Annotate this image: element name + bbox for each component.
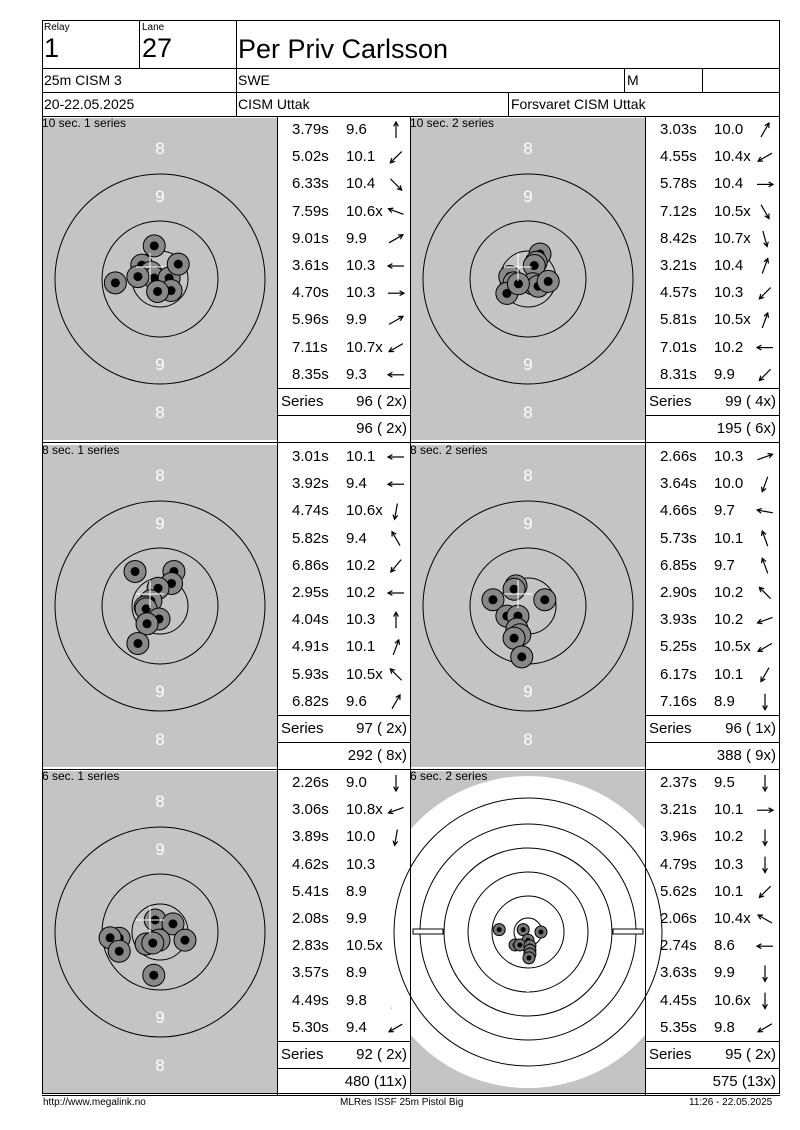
shot-hole-center	[133, 639, 142, 648]
direction-arrow	[390, 152, 401, 163]
shot-score: 10.5x	[346, 937, 383, 955]
shot-score: 10.3	[346, 611, 376, 629]
ring-number: 6	[525, 802, 531, 812]
shot-hole-center	[180, 936, 189, 945]
footer-website: http://www.megalink.no	[43, 1097, 146, 1108]
shot-score: 10.2	[714, 338, 744, 356]
series-total-label: Series	[281, 720, 324, 737]
shot-time: 3.89s	[292, 828, 329, 846]
shot-time: 5.02s	[292, 148, 329, 166]
shot-hole-center	[133, 272, 142, 281]
shot-score: 10.7x	[346, 338, 383, 356]
shot-hole-center	[148, 939, 157, 948]
shot-hole-center	[153, 287, 162, 296]
shot-time: 3.03s	[660, 121, 697, 138]
shot-time: 6.86s	[292, 556, 329, 574]
shot-hole-center	[526, 955, 531, 960]
shot-time: 7.11s	[292, 338, 328, 356]
shot-time: 3.01s	[292, 448, 329, 465]
shot-time: 3.06s	[292, 801, 329, 819]
shot-time: 3.93s	[660, 611, 697, 629]
running-total: 388 ( 9x)	[716, 747, 776, 764]
direction-arrow	[390, 179, 401, 190]
shot-score: 9.6	[346, 692, 367, 710]
ring-number: 9	[523, 514, 533, 533]
shot-time: 5.78s	[660, 175, 697, 193]
shot-score: 10.3	[346, 257, 376, 274]
footer-timestamp: 11:26 - 22.05.2025	[689, 1097, 773, 1108]
shot-hole-center	[538, 930, 543, 935]
shot-time: 3.61s	[292, 257, 329, 274]
shot-score: 9.4	[346, 475, 367, 493]
ring-number: 8	[525, 1006, 531, 1016]
ring-number: 9	[155, 355, 165, 374]
shot-score: 10.3	[714, 448, 744, 465]
shot-score: 9.0	[346, 774, 367, 791]
shot-hole-center	[111, 278, 120, 287]
shot-score: 9.7	[714, 502, 735, 520]
series-total: 95 ( 2x)	[725, 1046, 776, 1063]
shot-score: 10.2	[714, 584, 744, 601]
shot-hole-center	[168, 919, 177, 928]
direction-arrow	[390, 669, 401, 680]
ring-number: 7	[525, 1030, 531, 1040]
shot-score: 10.1	[714, 801, 744, 819]
ring-number: 9	[523, 682, 533, 701]
shot-time: 3.21s	[660, 257, 697, 274]
shot-score: 9.3	[346, 365, 367, 383]
competition-date: 20-22.05.2025	[44, 96, 135, 112]
shot-time: 5.81s	[660, 311, 697, 329]
shot-time: 6.17s	[660, 665, 697, 683]
shot-score: 9.9	[714, 365, 735, 383]
target-edge-marker	[613, 929, 643, 934]
running-total: 575 (13x)	[712, 1073, 776, 1090]
shot-time: 2.26s	[292, 774, 329, 791]
ring-number: 8	[523, 139, 533, 158]
shot-time: 3.57s	[292, 964, 329, 982]
direction-arrow	[759, 369, 770, 380]
shot-score: 10.0	[346, 828, 376, 846]
ring-number: 7	[525, 826, 531, 836]
ring-number: 8	[155, 466, 165, 485]
shot-hole-center	[530, 261, 539, 270]
shot-time: 3.63s	[660, 964, 697, 982]
shot-score: 8.9	[346, 882, 367, 900]
shot-time: 4.74s	[292, 502, 329, 520]
shot-score: 10.6x	[346, 502, 383, 520]
shot-time: 5.93s	[292, 665, 329, 683]
shot-score: 10.2	[346, 584, 376, 601]
shot-score: 10.1	[346, 638, 376, 656]
shot-score: 10.5x	[714, 638, 751, 656]
shot-score: 8.9	[714, 692, 735, 710]
direction-arrow	[759, 587, 770, 598]
shot-hole-center	[497, 927, 502, 932]
shot-score: 10.3	[714, 284, 744, 302]
shot-time: 5.30s	[292, 1018, 329, 1036]
shot-score: 10.6x	[346, 202, 383, 220]
nation: SWE	[238, 72, 270, 88]
shot-time: 4.62s	[292, 855, 329, 873]
lane-label: Lane	[142, 22, 165, 33]
shot-score: 10.6x	[714, 991, 751, 1009]
series-total: 97 ( 2x)	[356, 720, 407, 737]
series-title: 10 sec. 1 series	[42, 116, 127, 130]
shot-score: 8.6	[714, 937, 735, 955]
shot-score: 10.1	[714, 665, 744, 683]
shot-time: 6.85s	[660, 556, 697, 574]
shot-score: 10.1	[346, 148, 376, 166]
series-total: 92 ( 2x)	[356, 1046, 407, 1063]
ring-number: 9	[525, 872, 531, 882]
shot-time: 9.01s	[292, 229, 329, 247]
series-total-label: Series	[649, 720, 692, 737]
shot-score: 9.8	[346, 991, 367, 1009]
shot-hole-center	[521, 927, 526, 932]
direction-arrow	[759, 886, 770, 897]
shot-score: 10.1	[714, 529, 744, 547]
running-total: 195 ( 6x)	[716, 420, 776, 437]
shot-hole-center	[488, 595, 497, 604]
shot-score: 8.9	[346, 964, 367, 982]
shot-time: 2.83s	[292, 937, 329, 955]
shot-time: 4.66s	[660, 502, 697, 520]
shot-score: 10.2	[346, 556, 376, 574]
shot-time: 5.62s	[660, 882, 697, 900]
ring-number: 8	[523, 730, 533, 749]
ring-number: 8	[155, 730, 165, 749]
shot-hole-center	[106, 933, 115, 942]
series-title: 8 sec. 1 series	[42, 443, 120, 457]
shot-hole-center	[131, 567, 140, 576]
shot-time: 8.31s	[660, 365, 697, 383]
shot-score: 10.4	[714, 257, 744, 274]
shot-score: 9.8	[714, 1018, 735, 1036]
shot-score: 10.5x	[714, 311, 751, 329]
shot-time: 2.95s	[292, 584, 329, 601]
shot-time: 6.33s	[292, 175, 329, 193]
shot-time: 5.35s	[660, 1018, 697, 1036]
ring-number: 5	[525, 780, 531, 790]
series-title: 6 sec. 2 series	[410, 769, 488, 783]
shot-score: 10.4x	[714, 910, 751, 927]
ring-number: 8	[155, 792, 165, 811]
ring-number: 9	[155, 840, 165, 859]
shot-score: 9.4	[346, 529, 367, 547]
shot-hole-center	[517, 942, 522, 947]
shot-time: 5.25s	[660, 638, 697, 656]
gender: M	[627, 72, 639, 88]
shot-time: 7.01s	[660, 338, 697, 356]
ring-number: 8	[155, 403, 165, 422]
shot-time: 2.90s	[660, 584, 697, 601]
shot-hole-center	[544, 277, 553, 286]
running-total: 480 (11x)	[344, 1073, 407, 1090]
target-face	[411, 445, 645, 767]
shot-time: 3.64s	[660, 475, 697, 493]
shot-time: 3.92s	[292, 475, 329, 493]
shot-score: 9.7	[714, 556, 735, 574]
series-total: 96 ( 1x)	[725, 720, 776, 737]
ring-number: 9	[523, 187, 533, 206]
relay-label: Relay	[44, 22, 70, 33]
ring-number: 9	[155, 187, 165, 206]
shot-score: 10.2	[714, 611, 744, 629]
shot-score: 10.7x	[714, 229, 751, 247]
shot-score: 10.1	[346, 448, 376, 465]
competition-name: CISM Uttak	[238, 96, 310, 112]
shot-score: 10.8x	[346, 801, 383, 819]
shot-time: 2.37s	[660, 774, 697, 791]
shot-score: 10.1	[714, 882, 744, 900]
shot-time: 8.42s	[660, 229, 697, 247]
shot-score: 10.4	[346, 175, 376, 193]
shot-time: 4.91s	[292, 638, 329, 656]
shot-time: 5.82s	[292, 529, 329, 547]
ring-number: 9	[525, 984, 531, 994]
shot-hole-center	[510, 585, 519, 594]
shot-time: 4.70s	[292, 284, 329, 302]
direction-arrow	[391, 560, 401, 572]
shot-score: 10.0	[714, 475, 744, 493]
ring-number: 5	[525, 1076, 531, 1086]
shot-score: 10.4x	[714, 148, 751, 166]
shooter-name: Per Priv Carlsson	[238, 34, 449, 64]
ring-number: 6	[525, 1054, 531, 1064]
ring-number: 9	[523, 355, 533, 374]
shot-hole-center	[174, 260, 183, 269]
shot-time: 2.74s	[660, 937, 697, 955]
series-total-label: Series	[281, 1046, 324, 1063]
shot-time: 4.57s	[660, 284, 697, 302]
ring-number: 8	[523, 466, 533, 485]
shot-time: 7.12s	[660, 202, 697, 220]
shot-score: 10.5x	[346, 665, 383, 683]
shot-score: 10.5x	[714, 202, 751, 220]
ring-number: 9	[155, 682, 165, 701]
shot-time: 5.96s	[292, 311, 329, 329]
ring-number: 8	[525, 850, 531, 860]
shot-score: 9.9	[714, 964, 735, 982]
shot-time: 6.82s	[292, 692, 329, 710]
footer-software: MLRes ISSF 25m Pistol Big	[340, 1097, 464, 1108]
shot-score: 10.3	[714, 855, 744, 873]
shot-hole-center	[149, 971, 158, 980]
series-title: 8 sec. 2 series	[410, 443, 488, 457]
shot-time: 8.35s	[292, 365, 329, 383]
shot-time: 4.45s	[660, 991, 697, 1009]
shot-time: 3.79s	[292, 121, 329, 138]
shot-score: 10.2	[714, 828, 744, 846]
shot-score: 9.5	[714, 774, 735, 791]
lane-value: 27	[142, 33, 173, 63]
shot-time: 7.16s	[660, 692, 697, 710]
target-edge-marker	[413, 929, 443, 934]
shot-time: 4.79s	[660, 855, 697, 873]
shot-hole-center	[142, 604, 151, 613]
series-title: 6 sec. 1 series	[42, 769, 120, 783]
shot-time: 4.49s	[292, 991, 329, 1009]
shot-time: 7.59s	[292, 202, 329, 220]
shot-hole-center	[115, 947, 124, 956]
ring-number: 8	[523, 403, 533, 422]
shot-score: 10.3	[346, 284, 376, 302]
shot-time: 2.06s	[660, 910, 697, 927]
series-total-label: Series	[649, 1046, 692, 1063]
series-title: 10 sec. 2 series	[410, 116, 495, 130]
shot-time: 4.55s	[660, 148, 697, 166]
series-total-label: Series	[649, 393, 692, 410]
shot-time: 3.96s	[660, 828, 697, 846]
ring-number: 8	[155, 139, 165, 158]
shot-score: 9.4	[346, 1018, 367, 1036]
shot-hole-center	[143, 619, 152, 628]
direction-arrow	[759, 288, 770, 299]
shot-hole-center	[510, 634, 519, 643]
ring-number: 8	[155, 1056, 165, 1075]
shot-score: 9.9	[346, 229, 367, 247]
shot-time: 5.73s	[660, 529, 697, 547]
shot-score: 9.6	[346, 121, 367, 138]
ring-number: 9	[155, 514, 165, 533]
shot-hole-center	[540, 595, 549, 604]
running-total: 96 ( 2x)	[356, 420, 407, 437]
relay-value: 1	[44, 33, 60, 63]
shot-time: 2.66s	[660, 448, 697, 465]
shot-time: 2.08s	[292, 910, 329, 927]
shot-score: 10.4	[714, 175, 744, 193]
series-total: 99 ( 4x)	[725, 393, 776, 410]
event-name: 25m CISM 3	[44, 72, 122, 88]
shot-hole-center	[150, 241, 159, 250]
shot-score: 9.9	[346, 910, 367, 927]
series-total: 96 ( 2x)	[356, 393, 407, 410]
shot-time: 5.41s	[292, 882, 329, 900]
running-total: 292 ( 8x)	[347, 747, 407, 764]
series-total-label: Series	[281, 393, 324, 410]
shot-time: 4.04s	[292, 611, 329, 629]
shot-hole-center	[517, 652, 526, 661]
club-name: Forsvaret CISM Uttak	[511, 96, 646, 112]
shot-score: 9.9	[346, 311, 367, 329]
shot-score: 10.3	[346, 855, 376, 873]
shot-score: 10.0	[714, 121, 744, 138]
shot-time: 3.21s	[660, 801, 697, 819]
ring-number: 9	[155, 1008, 165, 1027]
